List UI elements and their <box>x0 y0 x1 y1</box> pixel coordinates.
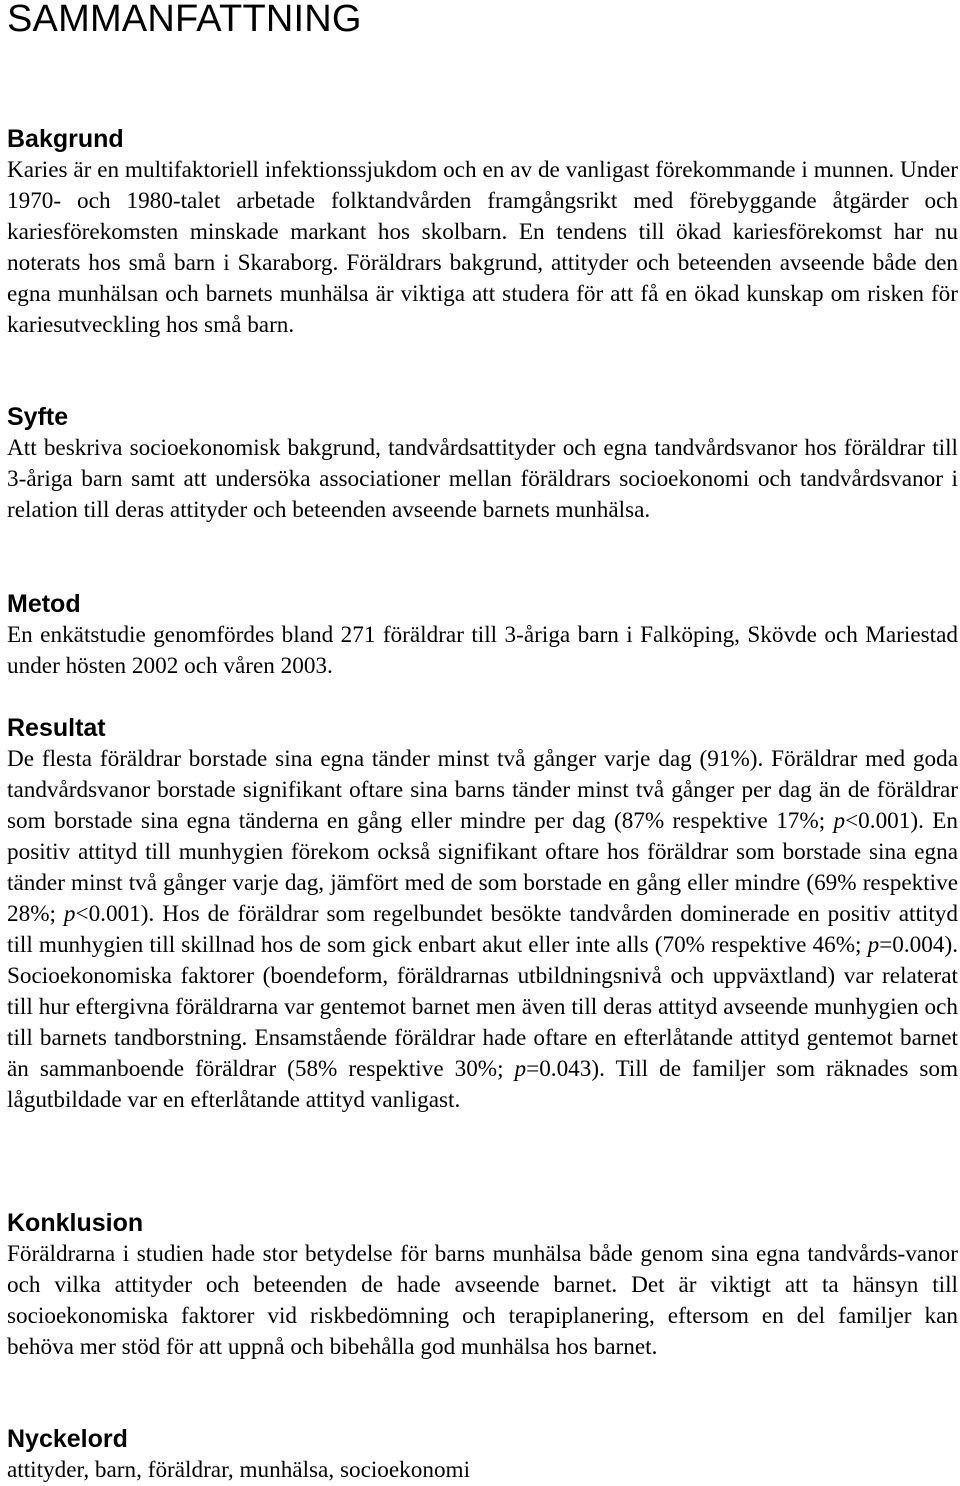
section-metod <box>7 589 958 682</box>
heading-resultat: Resultat <box>7 714 106 742</box>
p-value-symbol: p <box>63 901 76 927</box>
text-nyckelord: attityder, barn, föräldrar, munhälsa, socioekonomi <box>7 1457 471 1483</box>
p-value-symbol: p <box>867 932 880 958</box>
heading-syfte: Syfte <box>7 403 69 431</box>
text-metod: En enkätstudie genomfördes bland 271 föräldrar till 3-åriga barn i Falköping, Skövde och Mariestad under hösten 2002 och våren 2003. <box>7 622 958 679</box>
section-bakgrund <box>7 124 958 341</box>
text-bakgrund: Karies är en multifaktoriell infektionssjukdom och en av de vanligast förekommande i munnen. Under 1970- och 1980-talet arbetade folktandvården framgångsrikt med förebyggande åtgärder och kariesförekomsten minskade markant hos skolbarn. En tendens till ökad kariesförekomst har nu noterats hos små barn i Skaraborg. Föräldrars bakgrund, attityder och beteenden avseende både den egna munhälsan och barnets munhälsa är viktiga att studera för att få en ökad kunskap om risken för kariesutveckling hos små barn. <box>7 157 958 338</box>
section-syfte <box>7 402 958 526</box>
resultat-part-2: <0.001). En positiv attityd till munhygien förekom också signifikant oftare hos föräldrar som borstade sina egna tänder minst två gånger varje dag, jämfört med de som borstade en gång eller mindre (69% respektive 28%; <box>7 808 958 927</box>
text-syfte: Att beskriva socioekonomisk bakgrund, tandvårdsattityder och egna tandvårdsvanor hos föräldrar till 3-åriga barn samt att undersöka associationer mellan föräldrars socioekonomi och tandvårdsvanor i relation till deras attityder och beteenden avseende barnets munhälsa. <box>7 435 958 523</box>
p-value-symbol: p <box>833 808 846 834</box>
heading-nyckelord: Nyckelord <box>7 1425 128 1453</box>
section-konklusion <box>7 1208 958 1363</box>
heading-konklusion: Konklusion <box>7 1209 144 1237</box>
text-resultat <box>7 744 958 1116</box>
p-value-symbol: p <box>514 1056 527 1082</box>
heading-metod: Metod <box>7 590 81 618</box>
text-konklusion: Föräldrarna i studien hade stor betydelse för barns munhälsa både genom sina egna tandvårds-vanor och vilka attityder och beteenden de hade avseende barnet. Det är viktigt att ta hänsyn till socioekonomiska faktorer vid riskbedömning och terapiplanering, eftersom en del familjer kan behöva mer stöd för att uppnå och bibehålla god munhälsa hos barnet. <box>7 1241 958 1360</box>
heading-bakgrund: Bakgrund <box>7 125 124 153</box>
section-resultat <box>7 713 958 1116</box>
resultat-part-4: =0.004). Socioekonomiska faktorer (boendeform, föräldrarnas utbildningsnivå och uppväxtland) var relaterat till hur eftergivna föräldrarna var gentemot barnet men även till deras attityd avseende munhygien och till barnets tandborstning. Ensamstående föräldrar hade oftare en efterlåtande attityd gentemot barnet än sammanboende föräldrar (58% respektive 30%; <box>7 932 958 1082</box>
resultat-part-1: De flesta föräldrar borstade sina egna tänder minst två gånger varje dag (91%). Föräldrar med goda tandvårdsvanor borstade signifikant oftare sina barns tänder minst två gånger per dag än de föräldrar som borstade sina egna tänderna en gång eller mindre per dag (87% respektive 17%; <box>7 746 958 834</box>
page-title: SAMMANFATTNING <box>7 0 362 40</box>
resultat-part-5: =0.043). Till de familjer som räknades som lågutbildade var en efterlåtande attityd vanligast. <box>7 1056 958 1113</box>
document-page <box>7 0 958 1483</box>
section-nyckelord <box>7 1424 958 1486</box>
resultat-part-3: <0.001). Hos de föräldrar som regelbundet besökte tandvården dominerade en positiv attityd till munhygien till skillnad hos de som gick enbart akut eller inte alls (70% respektive 46%; <box>7 901 958 958</box>
